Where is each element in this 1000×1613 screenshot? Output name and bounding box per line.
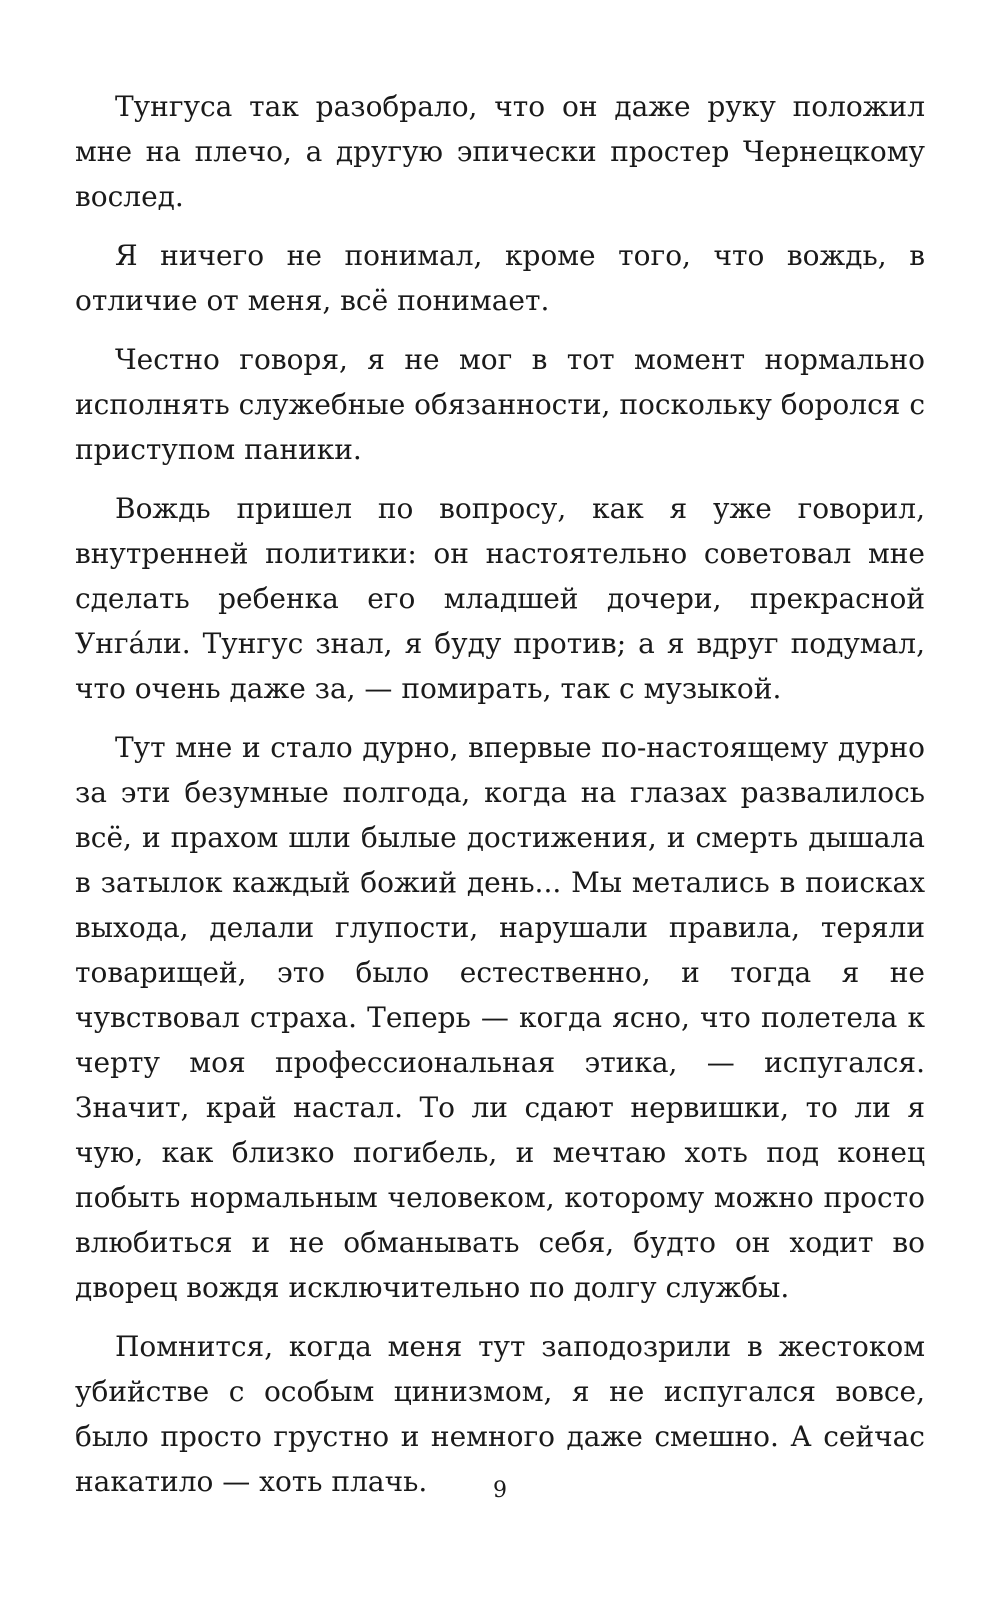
- page-number: 9: [493, 1478, 507, 1503]
- paragraph-2: Я ничего не понимал, кроме того, что вождь, в отличие от меня, всё понимает.: [75, 239, 925, 317]
- page-body: [75, 84, 925, 1518]
- paragraph-4: Вождь пришел по вопросу, как я уже говорил, внутренней политики: он настоятельно советовал мне сделать ребенка его младшей дочери, прекрасной Унгáли. Тунгус знал, я буду против; а я вдруг подумал, что очень даже за, — помирать, так с музыкой.: [75, 492, 925, 705]
- paragraph-3: Честно говоря, я не мог в тот момент нормально исполнять служебные обязанности, поскольку боролся с приступом паники.: [75, 343, 925, 466]
- paragraph-5: Тут мне и стало дурно, впервые по-настоящему дурно за эти безумные полгода, когда на глазах развалилось всё, и прахом шли былые достижения, и смерть дышала в затылок каждый божий день... Мы метались в поисках выхода, делали глупости, нарушали правила, теряли товарищей, это было естественно, и тогда я не чувствовал страха. Теперь — когда ясно, что полетела к черту моя профессиональная этика, — испугался. Значит, край настал. То ли сдают нервишки, то ли я чую, как близко погибель, и мечтаю хоть под конец побыть нормальным человеком, которому можно просто влюбиться и не обманывать себя, будто он ходит во дворец вождя исключительно по долгу службы.: [75, 731, 925, 1304]
- paragraph-1: Тунгуса так разобрало, что он даже руку положил мне на плечо, а другую эпически простер Чернецкому вослед.: [75, 90, 925, 213]
- paragraph-6: Помнится, когда меня тут заподозрили в жестоком убийстве с особым цинизмом, я не испугался вовсе, было просто грустно и немного даже смешно. А сейчас накатило — хоть плачь.: [75, 1330, 925, 1498]
